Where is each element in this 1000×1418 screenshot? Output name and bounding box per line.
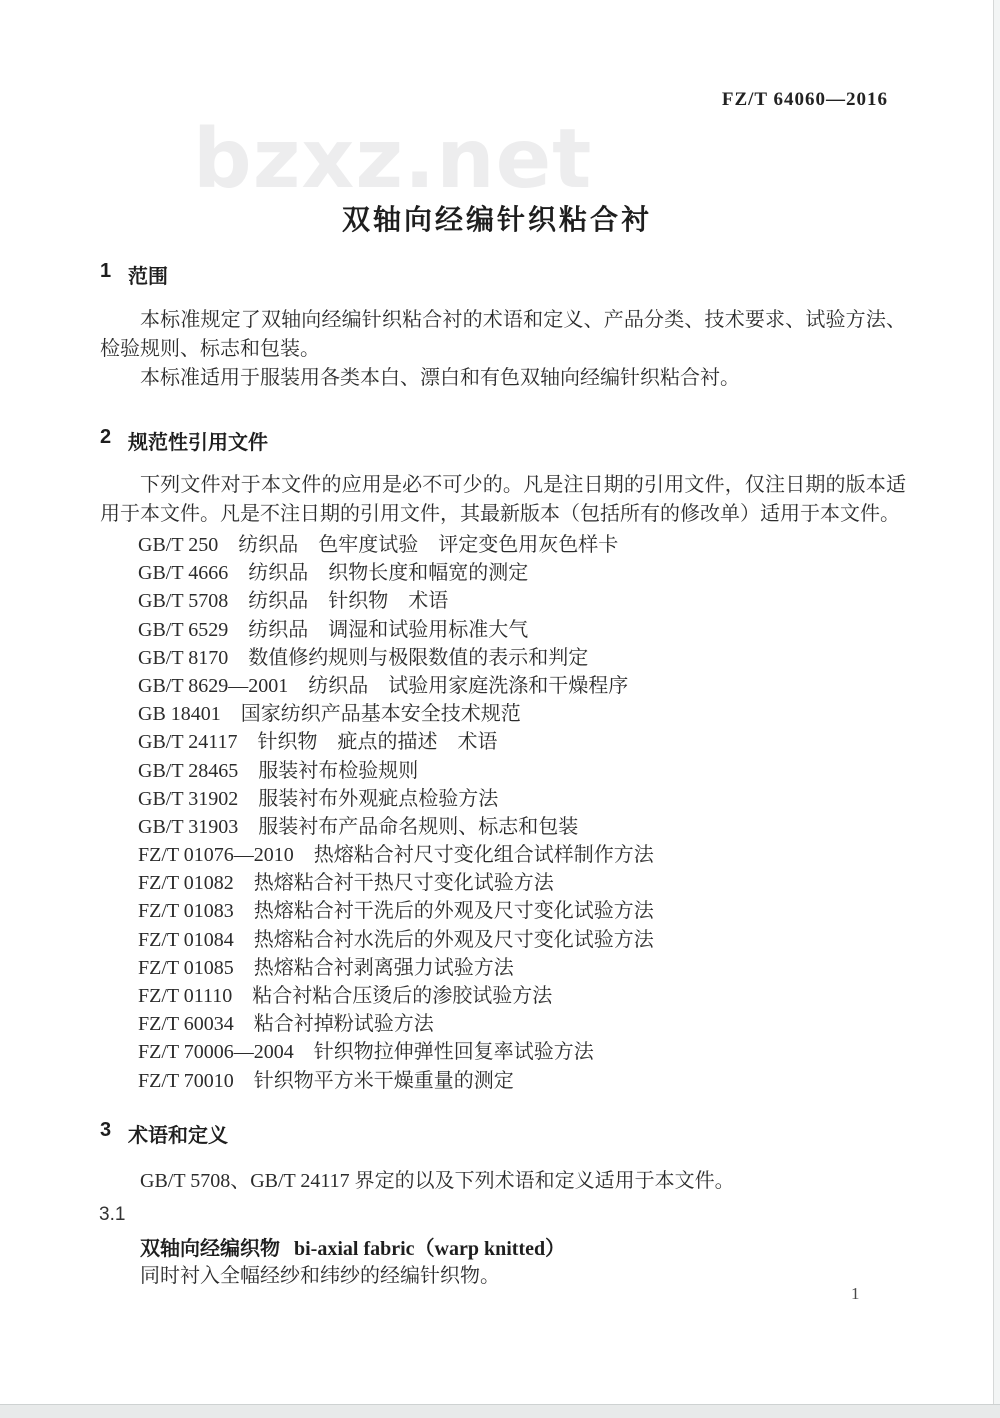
paragraph: 下列文件对于本文件的应用是必不可少的。凡是注日期的引用文件，仅注日期的版本适用于本文件。凡是不注日期的引用文件，其最新版本（包括所有的修改单）适用于本文件。 bbox=[100, 474, 906, 525]
section-2-heading bbox=[100, 426, 268, 455]
section-2-body bbox=[100, 471, 906, 528]
clause-3-1-number: 3.1 bbox=[99, 1204, 126, 1225]
scan-edge-right bbox=[993, 0, 1000, 1405]
reference-item: FZ/T 01083 热熔粘合衬干洗后的外观及尺寸变化试验方法 bbox=[138, 900, 654, 923]
reference-item: GB/T 8170 数值修约规则与极限数值的表示和判定 bbox=[138, 646, 589, 669]
term-definition-heading bbox=[140, 1232, 565, 1261]
reference-item: FZ/T 01085 热熔粘合衬剥离强力试验方法 bbox=[138, 956, 514, 979]
paragraph: 本标准适用于服装用各类本白、漂白和有色双轴向经编针织粘合衬。 bbox=[140, 367, 740, 389]
section-2-number: 2 bbox=[100, 426, 112, 448]
reference-item: GB/T 8629—2001 纺织品 试验用家庭洗涤和干燥程序 bbox=[138, 674, 629, 697]
section-3-body bbox=[100, 1167, 906, 1196]
reference-item: FZ/T 70010 针织物平方米干燥重量的测定 bbox=[138, 1069, 514, 1092]
section-2-title: 规范性引用文件 bbox=[128, 432, 268, 454]
reference-item: GB/T 6529 纺织品 调湿和试验用标准大气 bbox=[138, 618, 529, 641]
document-title: 双轴向经编针织粘合衬 bbox=[341, 203, 652, 235]
reference-item: FZ/T 01084 热熔粘合衬水洗后的外观及尺寸变化试验方法 bbox=[138, 928, 654, 951]
reference-item: GB/T 250 纺织品 色牢度试验 评定变色用灰色样卡 bbox=[138, 534, 619, 556]
reference-item: FZ/T 01076—2010 热熔粘合衬尺寸变化组合试样制作方法 bbox=[138, 844, 654, 867]
reference-item: FZ/T 70006—2004 针织物拉伸弹性回复率试验方法 bbox=[138, 1041, 594, 1064]
section-3-number: 3 bbox=[100, 1119, 112, 1141]
section-3-heading bbox=[100, 1119, 228, 1148]
reference-item: GB/T 31903 服装衬布产品命名规则、标志和包装 bbox=[138, 815, 579, 838]
reference-item: GB/T 4666 纺织品 织物长度和幅宽的测定 bbox=[138, 562, 529, 585]
section-1-body bbox=[100, 306, 906, 393]
term-definition-text: 同时衬入全幅经纱和纬纱的经编针织物。 bbox=[140, 1265, 500, 1287]
reference-item: GB/T 5708 纺织品 针织物 术语 bbox=[138, 590, 449, 613]
reference-item: FZ/T 60034 粘合衬掉粉试验方法 bbox=[138, 1013, 434, 1036]
term-chinese: 双轴向经编织物 bbox=[140, 1238, 280, 1260]
term-english: bi-axial fabric（warp knitted） bbox=[294, 1238, 566, 1260]
section-1-title: 范围 bbox=[128, 266, 168, 288]
section-1-heading bbox=[100, 260, 168, 289]
reference-item: GB/T 28465 服装衬布检验规则 bbox=[138, 759, 419, 782]
paragraph: GB/T 5708、GB/T 24117 界定的以及下列术语和定义适用于本文件。 bbox=[140, 1170, 735, 1192]
paragraph: 本标准规定了双轴向经编针织粘合衬的术语和定义、产品分类、技术要求、试验方法、检验规则、标志和包装。 bbox=[100, 309, 906, 360]
reference-item: GB 18401 国家纺织产品基本安全技术规范 bbox=[138, 703, 521, 726]
page-number: 1 bbox=[851, 1284, 860, 1303]
section-1-number: 1 bbox=[100, 260, 112, 282]
normative-references-list bbox=[138, 531, 654, 1095]
watermark: bzxz.net bbox=[193, 112, 593, 207]
reference-item: FZ/T 01082 热熔粘合衬干热尺寸变化试验方法 bbox=[138, 872, 554, 895]
scan-edge-bottom bbox=[0, 1404, 1000, 1418]
reference-item: FZ/T 01110 粘合衬粘合压烫后的渗胶试验方法 bbox=[138, 985, 553, 1007]
standard-number: FZ/T 64060—2016 bbox=[721, 89, 888, 110]
reference-item: GB/T 24117 针织物 疵点的描述 术语 bbox=[138, 731, 498, 754]
reference-item: GB/T 31902 服装衬布外观疵点检验方法 bbox=[138, 787, 499, 810]
section-3-title: 术语和定义 bbox=[128, 1125, 228, 1147]
